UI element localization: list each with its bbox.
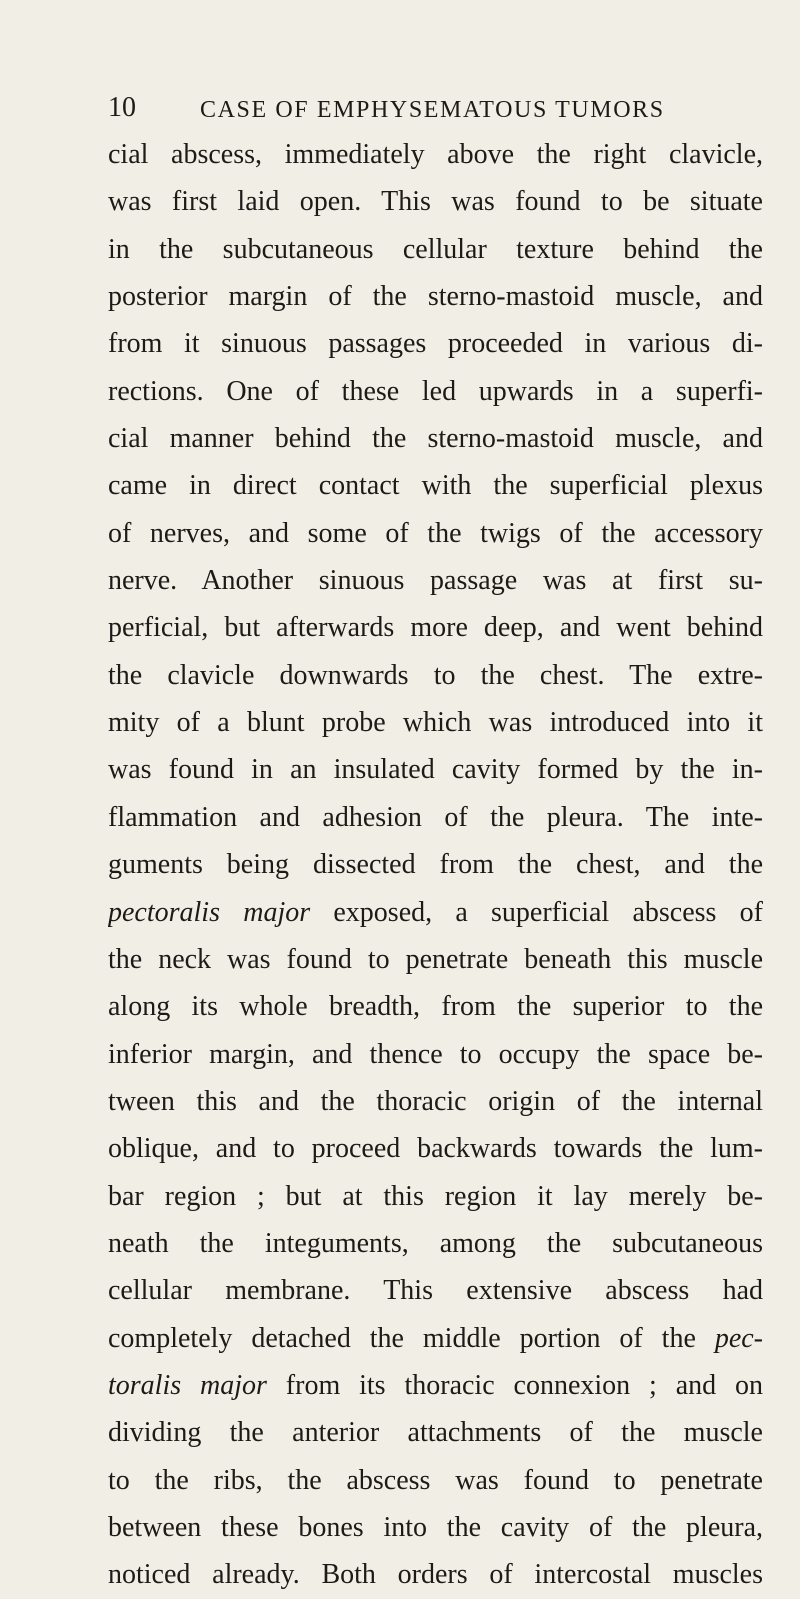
text-line [108,794,763,841]
text-line [108,1078,763,1125]
text-segment: from its thoracic connexion ; and on [266,1369,763,1401]
text-line [108,1173,763,1220]
text-line [108,368,763,415]
text-segment: was first laid open. This was found to be situate [108,186,763,218]
text-line [108,936,763,983]
text-line [108,557,763,604]
text-segment: nerve. Another sinuous passage was at first su- [108,565,763,597]
running-title: CASE OF EMPHYSEMATOUS TUMORS [200,97,665,123]
text-line [108,889,763,936]
text-segment: rections. One of these led upwards in a superfi- [108,375,763,407]
text-segment: came in direct contact with the superficial plexus [108,470,763,502]
text-segment: from it sinuous passages proceeded in various di- [108,328,763,360]
text-line [108,1031,763,1078]
text-segment: completely detached the middle portion of the [108,1322,715,1354]
text-line [108,510,763,557]
text-segment: of nerves, and some of the twigs of the accessory [108,517,763,549]
text-line [108,226,763,273]
text-line [108,273,763,320]
text-line [108,1315,763,1362]
text-line [108,746,763,793]
text-segment: cellular membrane. This extensive abscess had [108,1275,763,1307]
text-line [108,415,763,462]
text-segment: exposed, a superficial abscess of [310,896,763,928]
text-line [108,1409,763,1456]
text-line [108,1362,763,1409]
text-segment: was found in an insulated cavity formed by the in- [108,754,763,786]
body-text [108,131,763,1599]
text-line [108,178,763,225]
text-segment: posterior margin of the sterno-mastoid muscle, and [108,281,763,313]
italic-term: toralis major [108,1369,267,1401]
text-segment: noticed already. Both orders of intercostal muscles [108,1559,763,1591]
text-segment: along its whole breadth, from the superior to the [108,991,763,1023]
text-line [108,841,763,888]
text-line [108,1457,763,1504]
text-segment: guments being dissected from the chest, and the [108,849,763,881]
text-segment: the neck was found to penetrate beneath this muscle [108,943,763,975]
text-segment: tween this and the thoracic origin of the internal [108,1085,763,1117]
text-line [108,652,763,699]
text-segment: to the ribs, the abscess was found to penetrate [108,1464,763,1496]
text-line [108,1220,763,1267]
text-segment: cial manner behind the sterno-mastoid muscle, and [108,423,763,455]
text-line [108,1551,763,1598]
text-segment: oblique, and to proceed backwards towards the lum- [108,1133,763,1165]
text-line [108,699,763,746]
text-segment: between these bones into the cavity of the pleura, [108,1511,763,1543]
text-line [108,604,763,651]
italic-term: pec- [714,1322,763,1354]
text-segment: flammation and adhesion of the pleura. The inte- [108,801,763,833]
text-line [108,1125,763,1172]
text-segment: the clavicle downwards to the chest. The extre- [108,659,763,691]
text-line [108,462,763,509]
text-segment: cial abscess, immediately above the right clavicle, [108,139,763,170]
page-header [108,88,748,128]
text-line [108,1267,763,1314]
text-line [108,131,763,178]
text-segment: in the subcutaneous cellular texture behind the [108,233,763,265]
text-segment: perficial, but afterwards more deep, and went behind [108,612,763,644]
text-segment: inferior margin, and thence to occupy the space be- [108,1038,763,1070]
text-line [108,320,763,367]
text-segment: neath the integuments, among the subcutaneous [108,1227,763,1259]
text-segment: bar region ; but at this region it lay merely be- [108,1180,763,1212]
text-segment: mity of a blunt probe which was introduced into it [108,707,763,739]
italic-term: pectoralis major [108,896,311,928]
text-segment: dividing the anterior attachments of the muscle [108,1417,763,1449]
text-line [108,983,763,1030]
page-number: 10 [108,92,136,123]
text-line [108,1504,763,1551]
